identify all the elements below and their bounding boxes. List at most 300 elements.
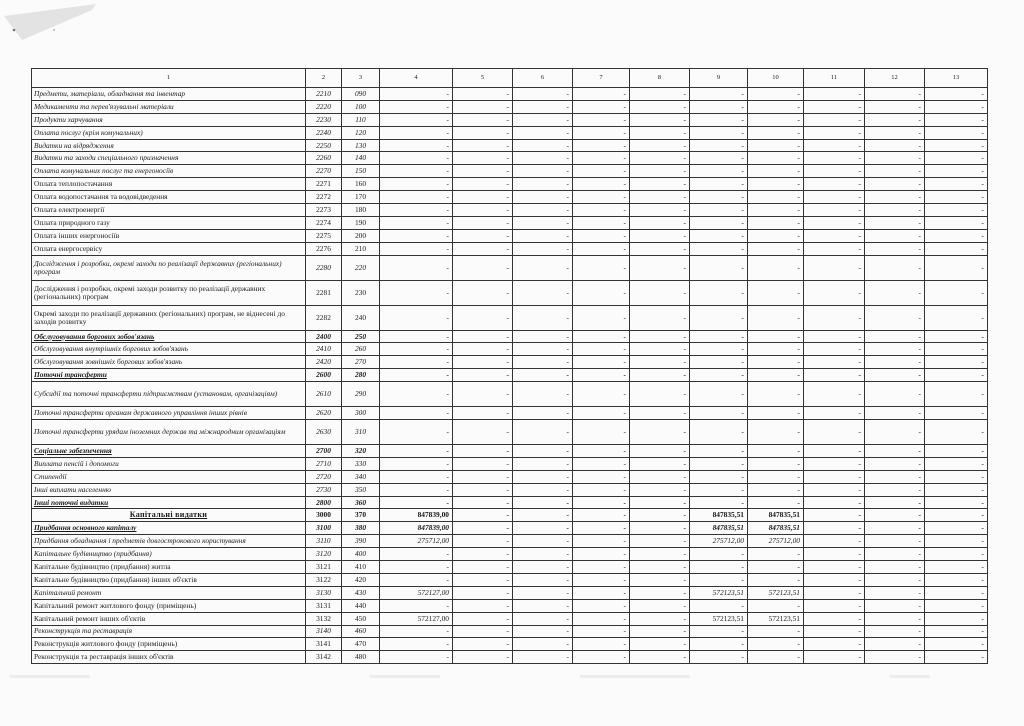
row-code-cell: 2630 <box>306 420 342 445</box>
value-cell: - <box>804 242 865 255</box>
row-line-cell: 360 <box>342 496 380 509</box>
value-cell: 847835,51 <box>748 509 804 522</box>
value-cell: - <box>690 382 748 407</box>
value-cell: - <box>804 369 865 382</box>
table-row <box>32 625 988 638</box>
value-cell: - <box>748 483 804 496</box>
row-line-cell: 390 <box>342 535 380 548</box>
table-row <box>32 216 988 229</box>
value-cell: - <box>573 255 630 280</box>
value-cell: - <box>380 638 453 651</box>
value-cell: - <box>748 573 804 586</box>
value-cell: - <box>513 470 573 483</box>
value-cell: - <box>690 496 748 509</box>
value-cell: - <box>630 382 690 407</box>
value-cell: - <box>804 229 865 242</box>
table-row <box>32 548 988 561</box>
value-cell: - <box>690 126 748 139</box>
value-cell: 847839,00 <box>380 522 453 535</box>
value-cell: - <box>573 573 630 586</box>
row-line-cell: 160 <box>342 178 380 191</box>
row-name-cell: Капітальне будівництво (придбання) <box>32 548 306 561</box>
row-line-cell: 170 <box>342 191 380 204</box>
value-cell: - <box>690 100 748 113</box>
row-name-cell: Капітальний ремонт <box>32 586 306 599</box>
row-code-cell: 2271 <box>306 178 342 191</box>
value-cell: - <box>573 216 630 229</box>
value-cell: - <box>865 573 925 586</box>
row-name-cell: Капітальний ремонт інших об'єктів <box>32 612 306 625</box>
value-cell: - <box>453 625 513 638</box>
value-cell: - <box>748 457 804 470</box>
value-cell: - <box>573 522 630 535</box>
value-cell: - <box>804 191 865 204</box>
row-code-cell: 2282 <box>306 305 342 330</box>
value-cell: - <box>865 100 925 113</box>
row-name-cell: Видатки на відрядження <box>32 139 306 152</box>
row-name-cell: Інші виплати населенню <box>32 483 306 496</box>
value-cell: - <box>513 509 573 522</box>
value-cell: - <box>630 522 690 535</box>
value-cell: - <box>453 548 513 561</box>
value-cell: 847839,00 <box>380 509 453 522</box>
row-name-cell: Оплата інших енергоносіїв <box>32 229 306 242</box>
value-cell: - <box>804 407 865 420</box>
table-row <box>32 178 988 191</box>
value-cell: - <box>748 191 804 204</box>
table-row <box>32 561 988 574</box>
table-row <box>32 457 988 470</box>
value-cell: - <box>573 496 630 509</box>
value-cell: - <box>630 535 690 548</box>
value-cell: - <box>513 126 573 139</box>
value-cell: - <box>748 496 804 509</box>
value-cell: - <box>573 625 630 638</box>
value-cell: - <box>573 420 630 445</box>
value-cell: - <box>453 522 513 535</box>
value-cell: - <box>630 88 690 101</box>
table-row <box>32 496 988 509</box>
value-cell: - <box>925 638 988 651</box>
value-cell: - <box>453 573 513 586</box>
value-cell: - <box>748 330 804 343</box>
value-cell: - <box>453 343 513 356</box>
value-cell: - <box>925 216 988 229</box>
value-cell: - <box>925 280 988 305</box>
table-row <box>32 204 988 217</box>
table-row <box>32 407 988 420</box>
value-cell: - <box>380 204 453 217</box>
column-number: 4 <box>380 69 453 88</box>
row-line-cell: 340 <box>342 470 380 483</box>
row-name-cell: Обслуговування внутрішніх боргових зобов'язань <box>32 343 306 356</box>
table-row <box>32 88 988 101</box>
table-row <box>32 343 988 356</box>
value-cell: - <box>630 407 690 420</box>
value-cell: - <box>380 470 453 483</box>
value-cell: - <box>630 204 690 217</box>
value-cell: - <box>748 126 804 139</box>
value-cell: - <box>380 229 453 242</box>
value-cell: - <box>804 382 865 407</box>
value-cell: - <box>925 382 988 407</box>
value-cell: - <box>690 483 748 496</box>
value-cell: - <box>865 509 925 522</box>
value-cell: - <box>453 356 513 369</box>
value-cell: - <box>865 178 925 191</box>
row-code-cell: 2800 <box>306 496 342 509</box>
value-cell: - <box>380 343 453 356</box>
value-cell: - <box>630 586 690 599</box>
value-cell: - <box>748 88 804 101</box>
value-cell: - <box>925 573 988 586</box>
table-row <box>32 369 988 382</box>
value-cell: - <box>380 242 453 255</box>
row-line-cell: 440 <box>342 599 380 612</box>
value-cell: - <box>748 165 804 178</box>
value-cell: - <box>573 191 630 204</box>
value-cell: - <box>748 651 804 664</box>
value-cell: - <box>865 535 925 548</box>
value-cell: - <box>804 204 865 217</box>
value-cell: - <box>573 638 630 651</box>
value-cell: - <box>748 561 804 574</box>
table-row <box>32 638 988 651</box>
value-cell: - <box>630 343 690 356</box>
value-cell: - <box>573 229 630 242</box>
value-cell: - <box>513 113 573 126</box>
value-cell: - <box>453 280 513 305</box>
value-cell: - <box>690 638 748 651</box>
row-line-cell: 330 <box>342 457 380 470</box>
row-line-cell: 350 <box>342 483 380 496</box>
value-cell: - <box>453 496 513 509</box>
value-cell: - <box>925 139 988 152</box>
value-cell: - <box>804 356 865 369</box>
value-cell: - <box>380 216 453 229</box>
value-cell: - <box>865 457 925 470</box>
value-cell: - <box>573 382 630 407</box>
value-cell: - <box>925 88 988 101</box>
value-cell: - <box>453 638 513 651</box>
value-cell: - <box>630 191 690 204</box>
value-cell: - <box>865 280 925 305</box>
value-cell: - <box>690 599 748 612</box>
row-line-cell: 480 <box>342 651 380 664</box>
value-cell: - <box>865 548 925 561</box>
value-cell: - <box>453 242 513 255</box>
row-code-cell: 3140 <box>306 625 342 638</box>
value-cell: - <box>925 407 988 420</box>
value-cell: - <box>690 113 748 126</box>
value-cell: - <box>925 561 988 574</box>
value-cell: - <box>453 152 513 165</box>
row-code-cell: 2710 <box>306 457 342 470</box>
value-cell: - <box>630 496 690 509</box>
value-cell: - <box>804 509 865 522</box>
faded-footer <box>0 670 1024 684</box>
table-row <box>32 470 988 483</box>
value-cell: - <box>513 178 573 191</box>
value-cell: - <box>380 457 453 470</box>
value-cell: - <box>804 113 865 126</box>
value-cell: - <box>380 445 453 458</box>
row-line-cell: 090 <box>342 88 380 101</box>
value-cell: - <box>925 242 988 255</box>
row-line-cell: 420 <box>342 573 380 586</box>
value-cell: - <box>380 139 453 152</box>
row-line-cell: 110 <box>342 113 380 126</box>
value-cell: - <box>925 100 988 113</box>
value-cell: - <box>748 638 804 651</box>
table-row <box>32 191 988 204</box>
column-number: 9 <box>690 69 748 88</box>
row-code-cell: 2400 <box>306 330 342 343</box>
row-code-cell: 3142 <box>306 651 342 664</box>
value-cell: - <box>573 343 630 356</box>
value-cell: - <box>453 470 513 483</box>
value-cell: - <box>925 204 988 217</box>
value-cell: - <box>573 178 630 191</box>
row-line-cell: 470 <box>342 638 380 651</box>
value-cell: - <box>804 100 865 113</box>
row-name-cell: Капітальні видатки <box>32 509 306 522</box>
value-cell: - <box>690 445 748 458</box>
value-cell: - <box>573 280 630 305</box>
value-cell: - <box>804 638 865 651</box>
value-cell: - <box>865 522 925 535</box>
value-cell: - <box>865 638 925 651</box>
value-cell: - <box>804 625 865 638</box>
row-line-cell: 320 <box>342 445 380 458</box>
value-cell: - <box>573 152 630 165</box>
value-cell: - <box>865 356 925 369</box>
row-code-cell: 3131 <box>306 599 342 612</box>
value-cell: - <box>380 88 453 101</box>
row-name-cell: Дослідження і розробки, окремі заходи по реалізації державних (регіональних) програм <box>32 255 306 280</box>
row-code-cell: 3100 <box>306 522 342 535</box>
row-code-cell: 2210 <box>306 88 342 101</box>
value-cell: - <box>865 407 925 420</box>
value-cell: - <box>690 139 748 152</box>
value-cell: - <box>573 470 630 483</box>
value-cell: - <box>380 420 453 445</box>
value-cell: - <box>573 483 630 496</box>
value-cell: - <box>748 139 804 152</box>
table-row <box>32 330 988 343</box>
value-cell: - <box>748 204 804 217</box>
row-code-cell: 2250 <box>306 139 342 152</box>
value-cell: - <box>690 407 748 420</box>
value-cell: - <box>748 113 804 126</box>
value-cell: - <box>380 599 453 612</box>
row-code-cell: 2730 <box>306 483 342 496</box>
value-cell: - <box>630 139 690 152</box>
value-cell: - <box>804 126 865 139</box>
row-code-cell: 2720 <box>306 470 342 483</box>
value-cell: - <box>690 343 748 356</box>
row-name-cell: Поточні трансферти <box>32 369 306 382</box>
value-cell: - <box>573 548 630 561</box>
table-row <box>32 522 988 535</box>
value-cell: - <box>630 457 690 470</box>
value-cell: - <box>513 522 573 535</box>
value-cell: - <box>380 330 453 343</box>
row-name-cell: Придбання основного капіталу <box>32 522 306 535</box>
value-cell: - <box>513 165 573 178</box>
row-name-cell: Оплата теплопостачання <box>32 178 306 191</box>
value-cell: 847835,51 <box>690 522 748 535</box>
row-code-cell: 3132 <box>306 612 342 625</box>
row-code-cell: 2220 <box>306 100 342 113</box>
value-cell: - <box>630 100 690 113</box>
value-cell: - <box>865 305 925 330</box>
value-cell: - <box>925 599 988 612</box>
value-cell: 847835,51 <box>748 522 804 535</box>
value-cell: - <box>748 152 804 165</box>
value-cell: 572127,00 <box>380 612 453 625</box>
value-cell: - <box>748 420 804 445</box>
value-cell: - <box>925 651 988 664</box>
value-cell: - <box>804 445 865 458</box>
value-cell: - <box>380 356 453 369</box>
row-line-cell: 450 <box>342 612 380 625</box>
value-cell: - <box>865 470 925 483</box>
value-cell: - <box>804 216 865 229</box>
value-cell: - <box>925 191 988 204</box>
value-cell: - <box>573 599 630 612</box>
value-cell: - <box>690 561 748 574</box>
table-row <box>32 599 988 612</box>
value-cell: 572123,51 <box>748 586 804 599</box>
value-cell: - <box>748 178 804 191</box>
row-line-cell: 430 <box>342 586 380 599</box>
value-cell: 275712,00 <box>690 535 748 548</box>
row-code-cell: 3121 <box>306 561 342 574</box>
table-row <box>32 483 988 496</box>
table-row <box>32 242 988 255</box>
value-cell: - <box>748 242 804 255</box>
row-code-cell: 2281 <box>306 280 342 305</box>
value-cell: - <box>573 100 630 113</box>
value-cell: - <box>573 330 630 343</box>
row-code-cell: 2260 <box>306 152 342 165</box>
table-row <box>32 100 988 113</box>
value-cell: - <box>453 191 513 204</box>
value-cell: - <box>865 229 925 242</box>
value-cell: - <box>630 509 690 522</box>
row-name-cell: Обслуговування зовнішніх боргових зобов'язань <box>32 356 306 369</box>
column-number: 13 <box>925 69 988 88</box>
column-number: 3 <box>342 69 380 88</box>
value-cell: - <box>453 509 513 522</box>
row-line-cell: 240 <box>342 305 380 330</box>
value-cell: - <box>748 216 804 229</box>
value-cell: - <box>380 407 453 420</box>
value-cell: - <box>630 126 690 139</box>
value-cell: - <box>513 561 573 574</box>
table-row <box>32 586 988 599</box>
value-cell: - <box>380 113 453 126</box>
value-cell: - <box>804 305 865 330</box>
column-number: 10 <box>748 69 804 88</box>
row-code-cell: 2230 <box>306 113 342 126</box>
value-cell: - <box>804 255 865 280</box>
value-cell: - <box>865 216 925 229</box>
value-cell: - <box>630 229 690 242</box>
value-cell: - <box>804 457 865 470</box>
value-cell: - <box>925 470 988 483</box>
column-number: 12 <box>865 69 925 88</box>
value-cell: - <box>925 535 988 548</box>
row-name-cell: Капітальний ремонт житлового фонду (приміщень) <box>32 599 306 612</box>
value-cell: - <box>804 586 865 599</box>
value-cell: - <box>573 407 630 420</box>
value-cell: - <box>573 113 630 126</box>
value-cell: - <box>804 178 865 191</box>
column-number: 1 <box>32 69 306 88</box>
value-cell: - <box>630 242 690 255</box>
row-line-cell: 200 <box>342 229 380 242</box>
row-code-cell: 3120 <box>306 548 342 561</box>
row-name-cell: Придбання обладнання і предметів довгострокового користування <box>32 535 306 548</box>
table-row <box>32 126 988 139</box>
column-number: 2 <box>306 69 342 88</box>
table-row <box>32 420 988 445</box>
row-name-cell: Оплата послуг (крім комунальних) <box>32 126 306 139</box>
value-cell: - <box>865 625 925 638</box>
row-line-cell: 250 <box>342 330 380 343</box>
value-cell: - <box>573 457 630 470</box>
table-row <box>32 229 988 242</box>
value-cell: - <box>630 445 690 458</box>
value-cell: - <box>865 165 925 178</box>
value-cell: - <box>513 356 573 369</box>
value-cell: - <box>380 548 453 561</box>
row-name-cell: Капітальне будівництво (придбання) житла <box>32 561 306 574</box>
table-row <box>32 255 988 280</box>
row-code-cell: 2280 <box>306 255 342 280</box>
value-cell: - <box>865 139 925 152</box>
value-cell: - <box>513 343 573 356</box>
row-code-cell: 2275 <box>306 229 342 242</box>
value-cell: - <box>748 343 804 356</box>
row-line-cell: 270 <box>342 356 380 369</box>
value-cell: - <box>453 382 513 407</box>
row-name-cell: Дослідження і розробки, окремі заходи розвитку по реалізації державних (регіональних) програм <box>32 280 306 305</box>
value-cell: - <box>453 612 513 625</box>
row-code-cell: 2270 <box>306 165 342 178</box>
value-cell: - <box>865 255 925 280</box>
value-cell: - <box>630 356 690 369</box>
value-cell: - <box>690 330 748 343</box>
row-line-cell: 300 <box>342 407 380 420</box>
value-cell: - <box>573 586 630 599</box>
value-cell: - <box>630 573 690 586</box>
value-cell: - <box>804 548 865 561</box>
row-code-cell: 3122 <box>306 573 342 586</box>
row-line-cell: 210 <box>342 242 380 255</box>
value-cell: - <box>453 483 513 496</box>
row-line-cell: 460 <box>342 625 380 638</box>
value-cell: - <box>690 625 748 638</box>
value-cell: - <box>630 152 690 165</box>
value-cell: - <box>380 369 453 382</box>
row-name-cell: Продукти харчування <box>32 113 306 126</box>
value-cell: - <box>573 356 630 369</box>
table-row <box>32 165 988 178</box>
value-cell: - <box>690 165 748 178</box>
